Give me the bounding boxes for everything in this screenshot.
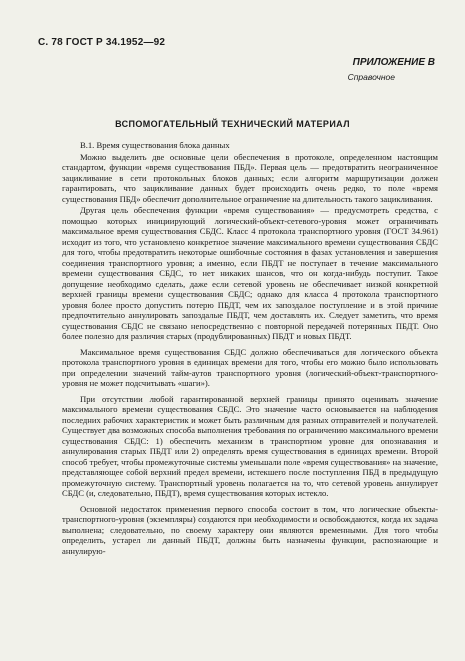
paragraph: Можно выделить две основные цели обеспечения в протоколе, определенном настоящим стандартом, функции «время существования ПБД». Первая цель — предотвратить неограниченное зацикливание в сети протокольных блоков данных; если алгоритм маршрутизации должен гарантировать, что зацикливание данных будет происходить очень редко, то поле «время существования ПБД» обеспечит дополнительное ограничение на длительность такого зацикливания. xyxy=(62,151,438,204)
paragraph: Другая цель обеспечения функции «время существования» — предусмотреть средства, с помощью которых инициирующий логический-объект-сетевого-уровня может ограничивать максимальное время существования СБДС. Класс 4 протокола транспортного уровня (ГОСТ 34.961) исходит из того, что установлено конкретное значение максимального времени существования СБДС для того, чтобы предотвратить некоторые ошибочные состояния в фазах установления и завершения соединения транспортного уровня; а именно, если ПБДТ не поступает в течение максимального времени существования СБДС, то нет никаких шансов, что он когда-нибудь поступит. Такое допущение необходимо сделать, даже если сетевой уровень не обеспечивает низкой конкретной верхней границы времени существования СБДС; однако для класса 4 протокола транспортного уровня более просто допустить потерю ПБДТ, чем их запоздалое поступление и в этой причине предпочтительно аннулировать запоздалые ПБДТ, чем доставлять их. Следует заметить, что время существования СБДС не связано непосредственно с повторной передачей потерянных ПБДТ. Оно более полезно для различия старых (продублированных) ПБДТ и новых ПБДТ. xyxy=(62,205,438,341)
appendix-title: ПРИЛОЖЕНИЕ В xyxy=(352,57,435,68)
subsection-heading: В.1. Время существования блока данных xyxy=(80,140,230,150)
document-body xyxy=(62,140,438,556)
page-header: С. 78 ГОСТ Р 34.1952—92 xyxy=(38,37,166,48)
paragraph: При отсутствии любой гарантированной верхней границы принято оценивать значение максимального времени существования СБДС. Это значение часто основывается на наблюдения последних рабочих характеристик и может быть различным для разных отправителей и получателей. Существует два возможных способа выполнения требования по ограничению максимального времени существования СБДС: 1) обеспечить механизм в транспортном уровне для опознавания и аннулирования старых ПБДТ или 2) определять время существования в единицах времени. Второй способ требует, чтобы промежуточные системы уменьшали поле «время существования» на значение, представляющее собой верхний предел времени, истекшего после поступления ПБД в предыдущую промежуточную систему. Транспортный уровень полагается на то, что сетевой уровень аннулирует СБДС (и, следовательно, ПБДТ), время существования которых истекло. xyxy=(62,393,438,498)
section-title: ВСПОМОГАТЕЛЬНЫЙ ТЕХНИЧЕСКИЙ МАТЕРИАЛ xyxy=(115,119,350,129)
appendix-label xyxy=(348,57,435,82)
paragraph: Максимальное время существования СБДС должно обеспечиваться для логического объекта протокола транспортного уровня в единицах времени для того, чтобы его можно было использовать при определении значений тайм-аутов транспортного уровня (логический-объект-транспортного-уровня не может подсчитывать «шаги»). xyxy=(62,346,438,388)
paragraph: Основной недостаток применения первого способа состоит в том, что логические объекты-транспортного-уровня (экземпляры) создаются при необходимости и освобождаются, когда их задача выполнена; следовательно, по своему характеру они являются временными. Для того чтобы определить, устарел ли данный ПБДТ, должны быть назначены функции, распознающие и аннулирую- xyxy=(62,503,438,556)
appendix-subtitle: Справочное xyxy=(347,72,395,82)
